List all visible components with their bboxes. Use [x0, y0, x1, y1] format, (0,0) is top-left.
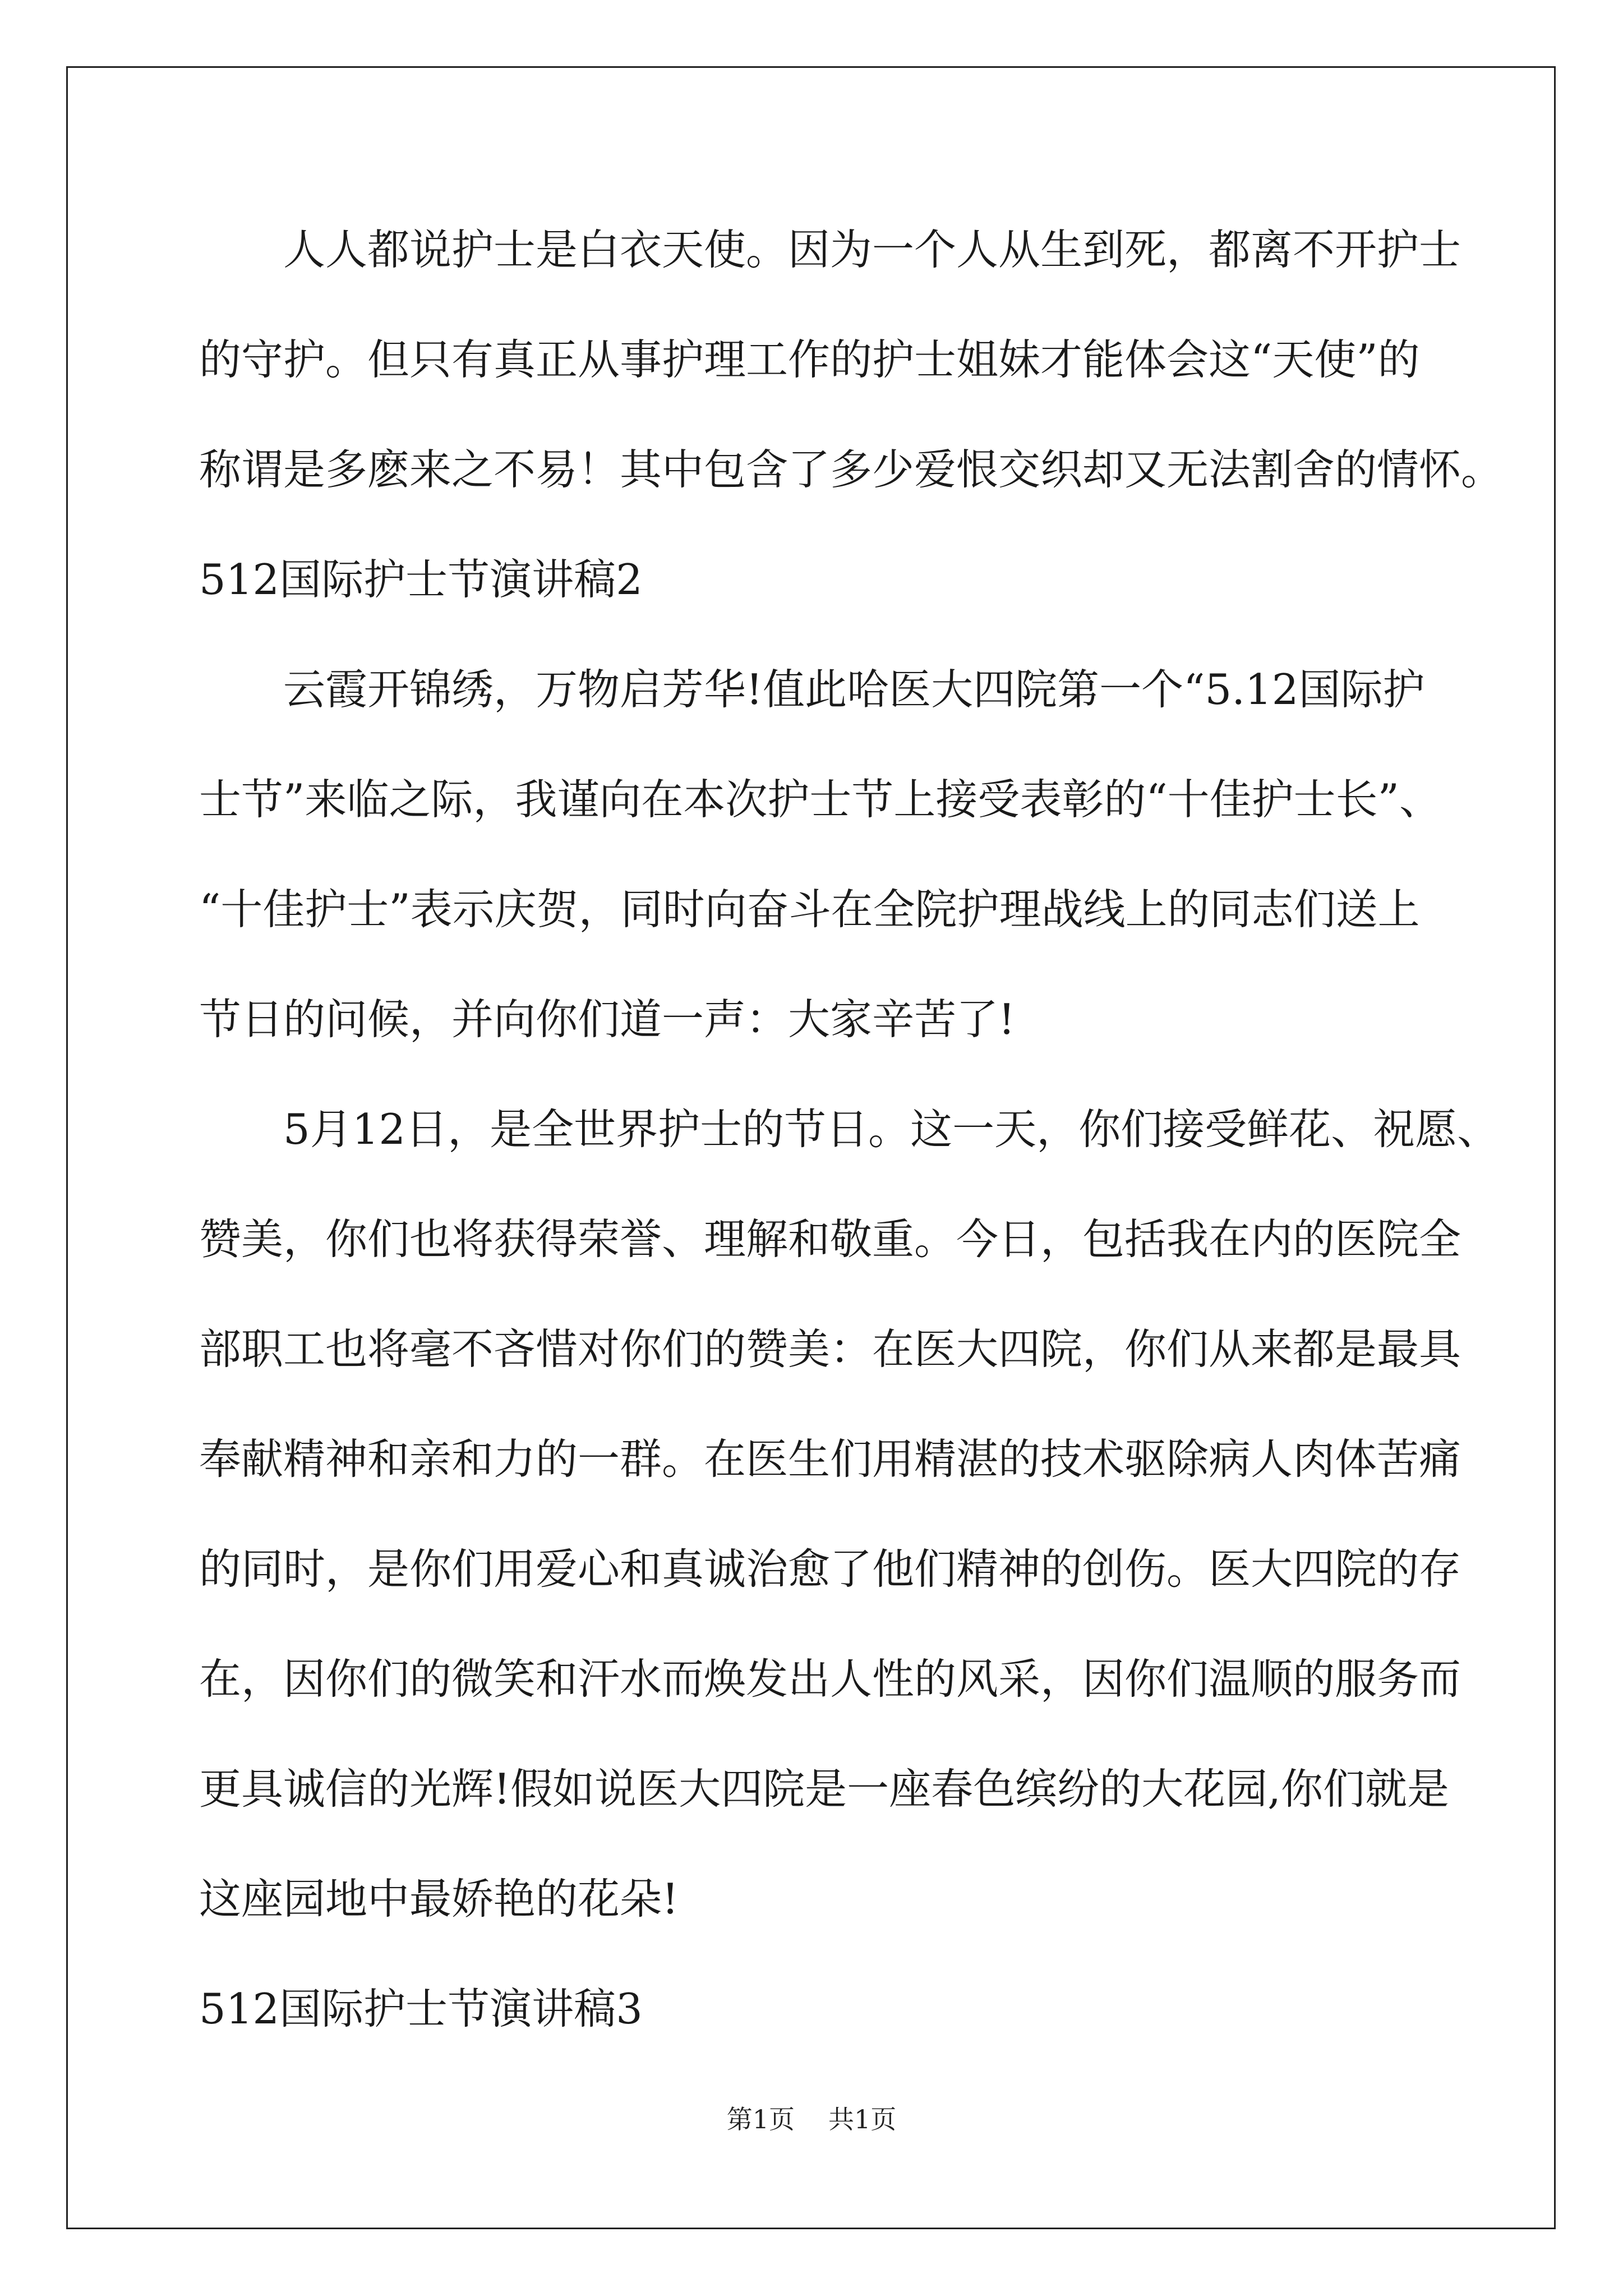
paragraph-line: 赞美，你们也将获得荣誉、理解和敬重。今日，包括我在内的医院全	[199, 1214, 1461, 1264]
paragraph-line: 更具诚信的光辉!假如说医大四院是一座春色缤纷的大花园,你们就是	[199, 1764, 1449, 1814]
page-number: 第1页	[726, 2104, 795, 2134]
paragraph-line: 奉献精神和亲和力的一群。在医生们用精湛的技术驱除病人肉体苦痛	[199, 1434, 1461, 1484]
document-body	[199, 208, 1504, 2077]
page-footer	[0, 2102, 1623, 2136]
paragraph-line: 人人都说护士是白衣天使。因为一个人从生到死，都离不开护士	[283, 225, 1461, 274]
section-heading: 512国际护士节演讲稿2	[199, 555, 643, 604]
page-total: 共1页	[828, 2104, 897, 2134]
paragraph-line: 士节”来临之际，我谨向在本次护士节上接受表彰的“十佳护士长”、	[199, 775, 1442, 824]
paragraph-line: 的同时，是你们用爱心和真诚治愈了他们精神的创伤。医大四院的存	[199, 1544, 1461, 1594]
paragraph-line: 部职工也将毫不吝惜对你们的赞美：在医大四院，你们从来都是最具	[199, 1324, 1461, 1374]
paragraph-line: 称谓是多麽来之不易！其中包含了多少爱恨交织却又无法割舍的情怀。	[199, 445, 1504, 494]
section-heading: 512国际护士节演讲稿3	[199, 1984, 643, 2033]
paragraph-line: 在，因你们的微笑和汗水而焕发出人性的风采，因你们温顺的服务而	[199, 1654, 1461, 1704]
paragraph-line: 5月12日，是全世界护士的节日。这一天，你们接受鲜花、祝愿、	[283, 1105, 1500, 1154]
paragraph-line: “十佳护士”表示庆贺，同时向奋斗在全院护理战线上的同志们送上	[199, 885, 1420, 934]
paragraph-line: 节日的问候，并向你们道一声：大家辛苦了!	[199, 995, 1016, 1044]
paragraph-line: 这座园地中最娇艳的花朵!	[199, 1874, 679, 1924]
paragraph-line: 云霞开锦绣，万物启芳华!值此哈医大四院第一个“5.12国际护	[283, 665, 1425, 714]
paragraph-line: 的守护。但只有真正从事护理工作的护士姐妹才能体会这“天使”的	[199, 335, 1420, 384]
